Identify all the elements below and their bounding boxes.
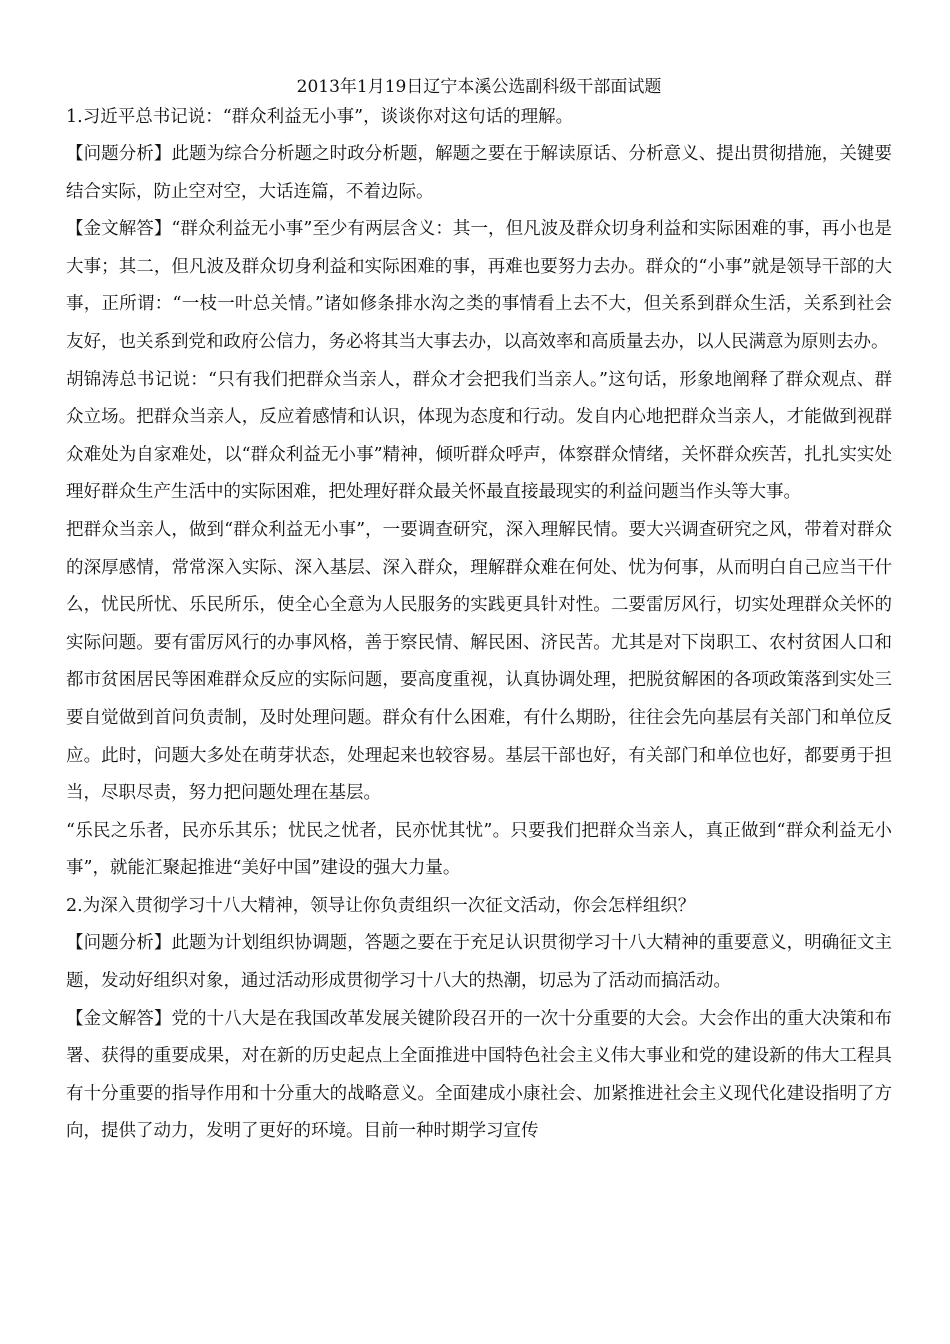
- document-title: 2013年1月19日辽宁本溪公选副科级干部面试题: [296, 77, 662, 97]
- question-1-answer: 【金文解答】“群众利益无小事”至少有两层含义：其一，但凡波及群众切身利益和实际困难的事，再小也是大事；其二，但凡波及群众切身利益和实际困难的事，再难也要努力去办。群众的“小事”就是领导干部的大事，正所谓：“一枝一叶总关情。”诸如修条排水沟之类的事情看上去不大，但关系到群众生活，关系到社会友好，也关系到党和政府公信力，务必将其当大事去办，以高效率和高质量去办，以人民满意为原则去办。: [66, 219, 892, 352]
- answer-paragraph-conclusion: “乐民之乐者，民亦乐其乐；忧民之忧者，民亦忧其忧”。只要我们把群众当亲人，真正做到“群众利益无小事”，就能汇聚起推进“美好中国”建设的强大力量。: [66, 820, 892, 879]
- question-1: 1.习近平总书记说：“群众利益无小事”，谈谈你对这句话的理解。: [66, 107, 574, 127]
- question-2-answer: 【金文解答】党的十八大是在我国改革发展关键阶段召开的一次十分重要的大会。大会作出的重大决策和布署、获得的重要成果，对在新的历史起点上全面推进中国特色社会主义伟大事业和党的建设新的伟大工程具有十分重要的指导作用和十分重大的战略意义。全面建成小康社会、加紧推进社会主义现代化建设指明了方向，提供了动力，发明了更好的环境。目前一种时期学习宣传: [66, 1008, 892, 1142]
- question-2: 2.为深入贯彻学习十八大精神，领导让你负责组织一次征文活动，你会怎样组织？: [66, 895, 696, 916]
- question-1-analysis: 【问题分析】此题为综合分析题之时政分析题，解题之要在于解读原话、分析意义、提出贯彻措施，关键要结合实际，防止空对空，大话连篇，不着边际。: [66, 144, 892, 202]
- answer-paragraph-hu: 胡锦涛总书记说：“只有我们把群众当亲人，群众才会把我们当亲人。”这句话，形象地阐释了群众观点、群众立场。把群众当亲人，反应着感情和认识，体现为态度和行动。发自内心地把群众当亲人，才能做到视群众难处为自家难处，以“群众利益无小事”精神，倾听群众呼声，体察群众情绪，关怀群众疾苦，扎扎实实处理好群众生产生活中的实际困难，把处理好群众最关怀最直接最现实的利益问题当作头等大事。: [66, 369, 892, 503]
- question-2-analysis: 【问题分析】此题为计划组织协调题，答题之要在于充足认识贯彻学习十八大精神的重要意义，明确征文主题，发动好组织对象，通过活动形成贯彻学习十八大的热潮，切忌为了活动而搞活动。: [66, 933, 892, 992]
- answer-paragraph-measures: 把群众当亲人，做到“群众利益无小事”，一要调查研究，深入理解民情。要大兴调查研究之风，带着对群众的深厚感情，常常深入实际、深入基层、深入群众，理解群众难在何处、忧为何事，从而明白自己应当干什么，忧民所忧、乐民所乐，使全心全意为人民服务的实践更具针对性。二要雷厉风行，切实处理群众关怀的实际问题。要有雷厉风行的办事风格，善于察民情、解民困、济民苦。尤其是对下岗职工、农村贫困人口和都市贫困居民等困难群众反应的实际问题，要高度重视，认真协调处理，把脱贫解困的各项政策落到实处三要自觉做到首问负责制，及时处理问题。群众有什么困难，有什么期盼，往往会先向基层有关部门和单位反应。此时，问题大多处在萌芽状态，处理起来也较容易。基层干部也好，有关部门和单位也好，都要勇于担当，尽职尽责，努力把问题处理在基层。: [66, 519, 892, 804]
